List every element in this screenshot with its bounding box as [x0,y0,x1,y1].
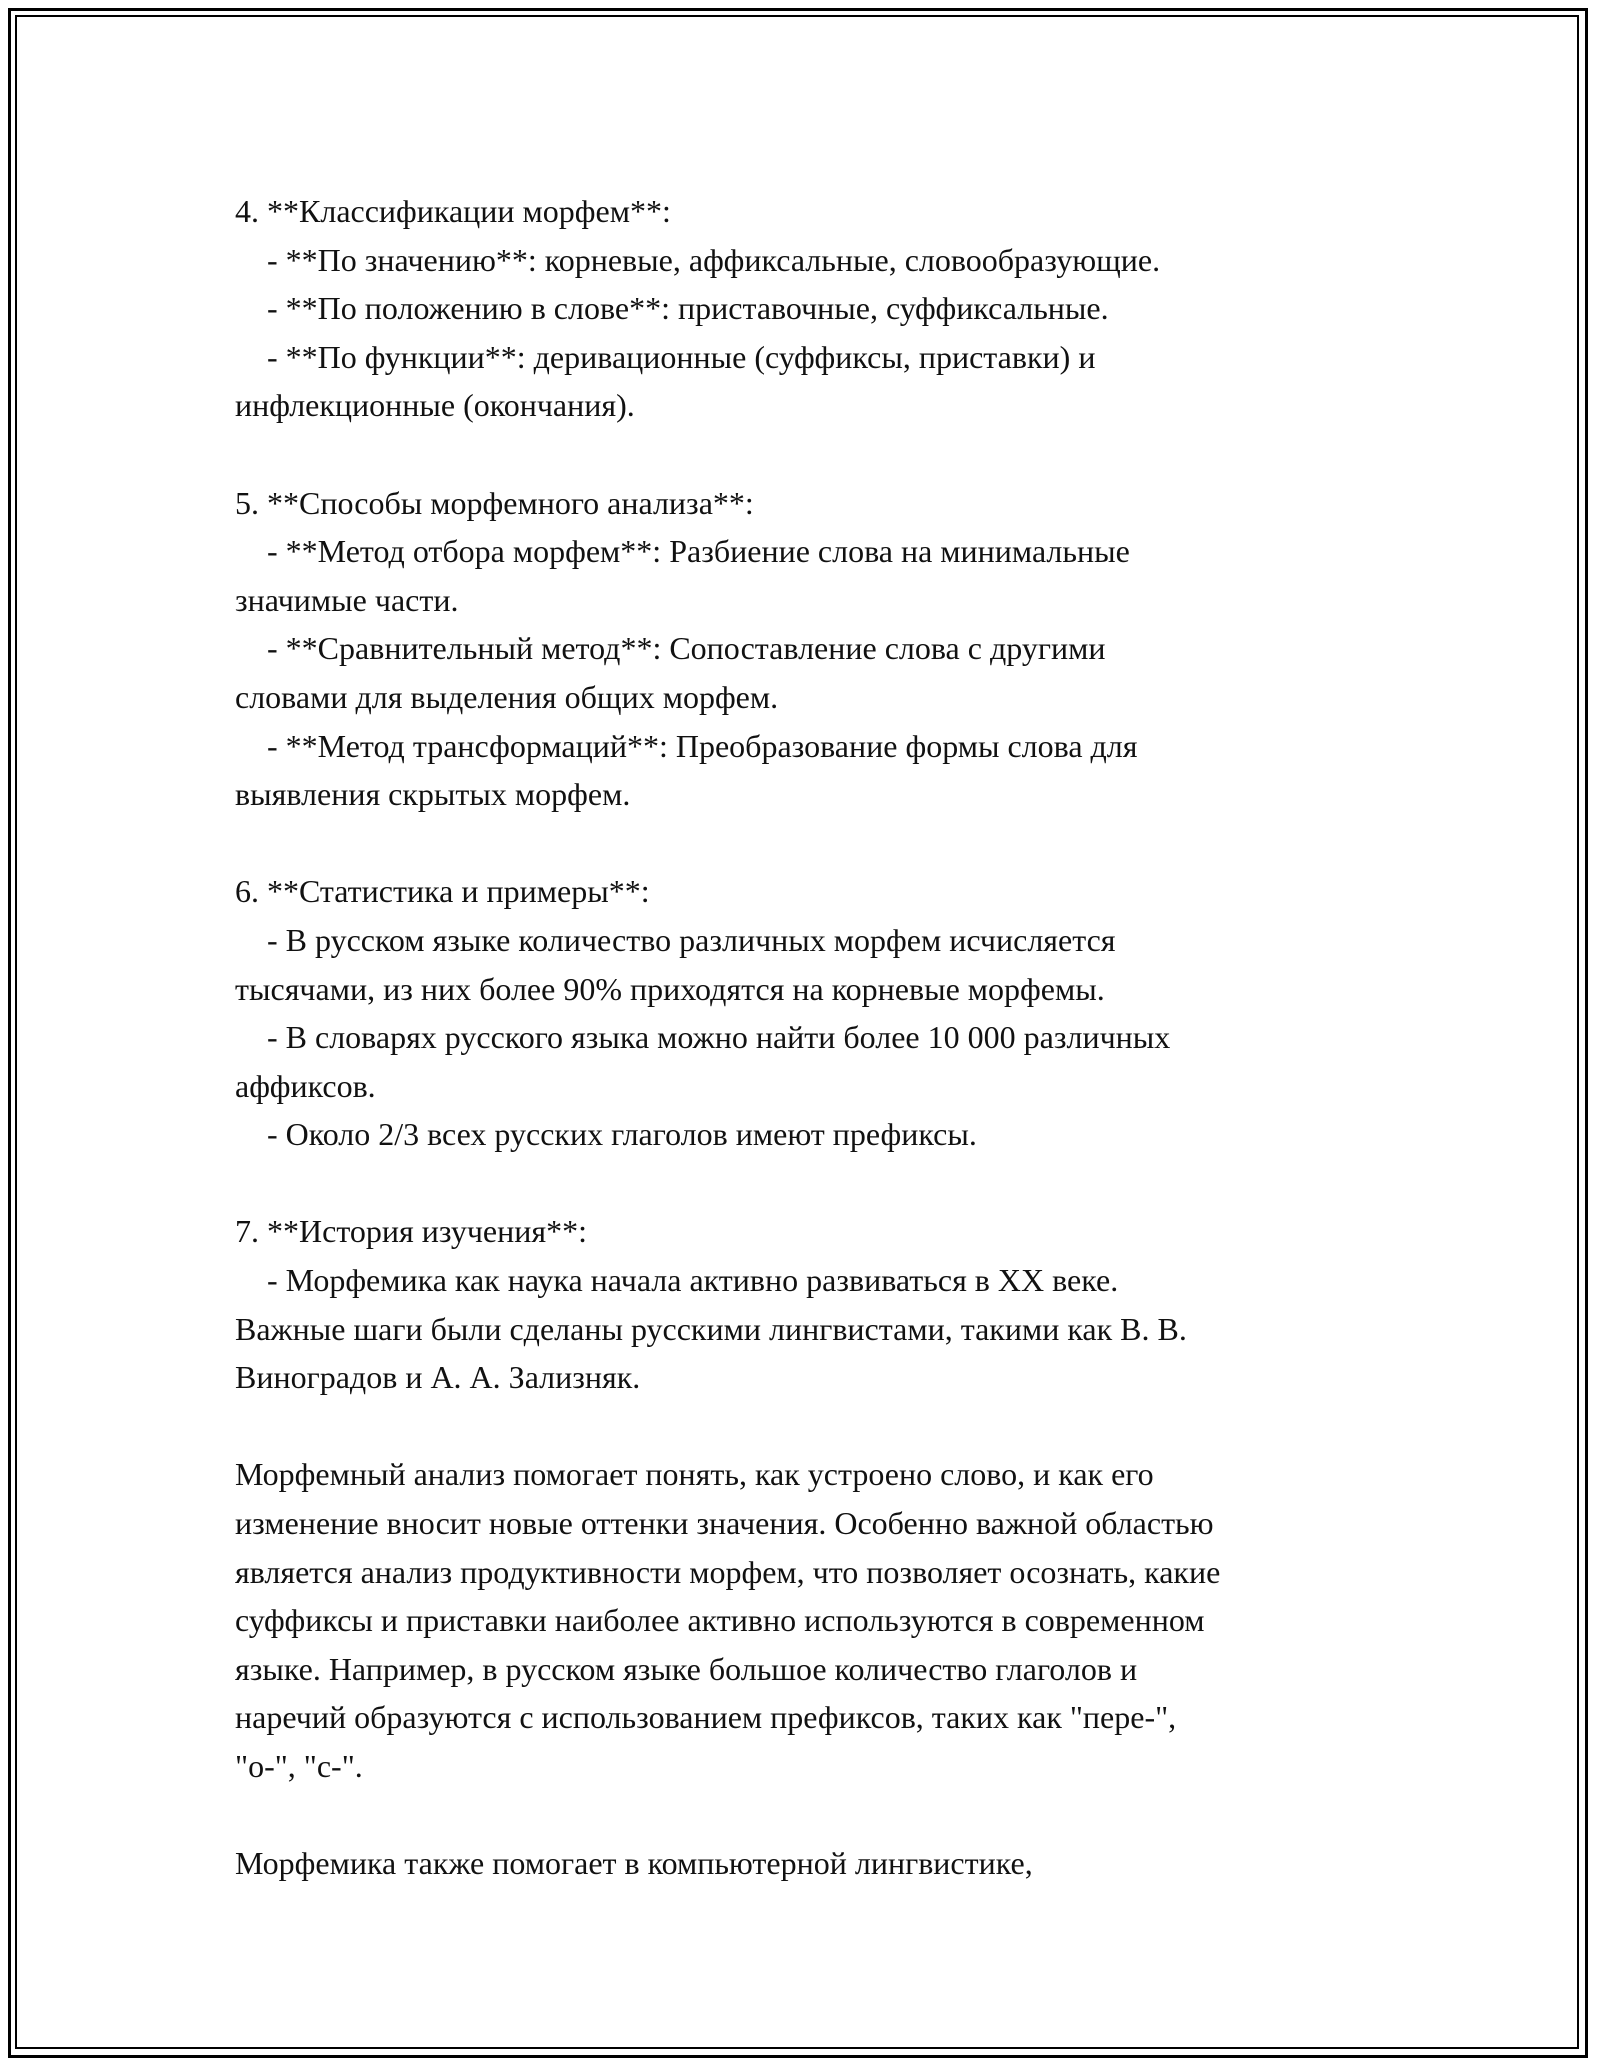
section-heading: 6. **Статистика и примеры**: [235,873,650,910]
section-heading: 7. **История изучения**: [235,1213,587,1250]
paragraph-line: "о-", "с-". [235,1748,363,1784]
section-heading: 4. **Классификации морфем**: [235,193,671,229]
paragraph-line: наречий образуются с использованием префиксов, таких как "пере-", [235,1699,1177,1736]
section-history [235,1207,1385,1401]
paragraph-morpheme-analysis [235,1450,1385,1790]
list-item-continuation: Важные шаги были сделаны русскими лингвистами, такими как В. В. [235,1310,1187,1347]
list-item: - **Сравнительный метод**: Сопоставление слова с другими [235,630,1106,667]
document-body [235,187,1385,1888]
paragraph-line: суффиксы и приставки наиболее активно используются в современном [235,1602,1205,1639]
list-item-continuation: значимые части. [235,581,459,618]
section-statistics-examples [235,867,1385,1159]
list-item: - **Метод трансформаций**: Преобразование формы слова для [235,727,1138,764]
list-item: - Около 2/3 всех русских глаголов имеют префиксы. [235,1116,977,1153]
section-heading: 5. **Способы морфемного анализа**: [235,484,754,521]
list-item-continuation: аффиксов. [235,1067,376,1104]
paragraph-gap [235,1791,1385,1840]
list-item-continuation: словами для выделения общих морфем. [235,678,779,715]
list-item: - **По значению**: корневые, аффиксальные, словообразующие. [235,241,1161,278]
paragraph-gap [235,819,1385,868]
list-item: - **По функции**: деривационные (суффиксы, приставки) и [235,338,1096,375]
paragraph-gap [235,1402,1385,1451]
section-analysis-methods [235,479,1385,819]
paragraph-line: является анализ продуктивности морфем, что позволяет осознать, какие [235,1553,1221,1590]
list-item: - **Метод отбора морфем**: Разбиение слова на минимальные [235,533,1130,570]
list-item-continuation: инфлекционные (окончания). [235,387,635,424]
list-item-continuation: выявления скрытых морфем. [235,776,631,813]
list-item: - В русском языке количество различных морфем исчисляется [235,921,1116,958]
paragraph-computational-linguistics [235,1839,1385,1888]
paragraph-line: Морфемика также помогает в компьютерной лингвистике, [235,1845,1033,1882]
list-item: - В словарях русского языка можно найти более 10 000 различных [235,1019,1171,1056]
list-item: - **По положению в слове**: приставочные, суффиксальные. [235,290,1109,327]
paragraph-gap [235,1159,1385,1208]
list-item-continuation: тысячами, из них более 90% приходятся на корневые морфемы. [235,970,1105,1007]
paragraph-line: изменение вносит новые оттенки значения. Особенно важной областью [235,1505,1214,1542]
list-item-continuation: Виноградов и А. А. Зализняк. [235,1359,641,1396]
list-item: - Морфемика как наука начала активно развиваться в XX веке. [235,1262,1119,1299]
paragraph-gap [235,430,1385,479]
paragraph-line: языке. Например, в русском языке большое количество глаголов и [235,1650,1138,1687]
section-morpheme-classifications [235,187,1385,430]
paragraph-line: Морфемный анализ помогает понять, как устроено слово, и как его [235,1456,1154,1493]
